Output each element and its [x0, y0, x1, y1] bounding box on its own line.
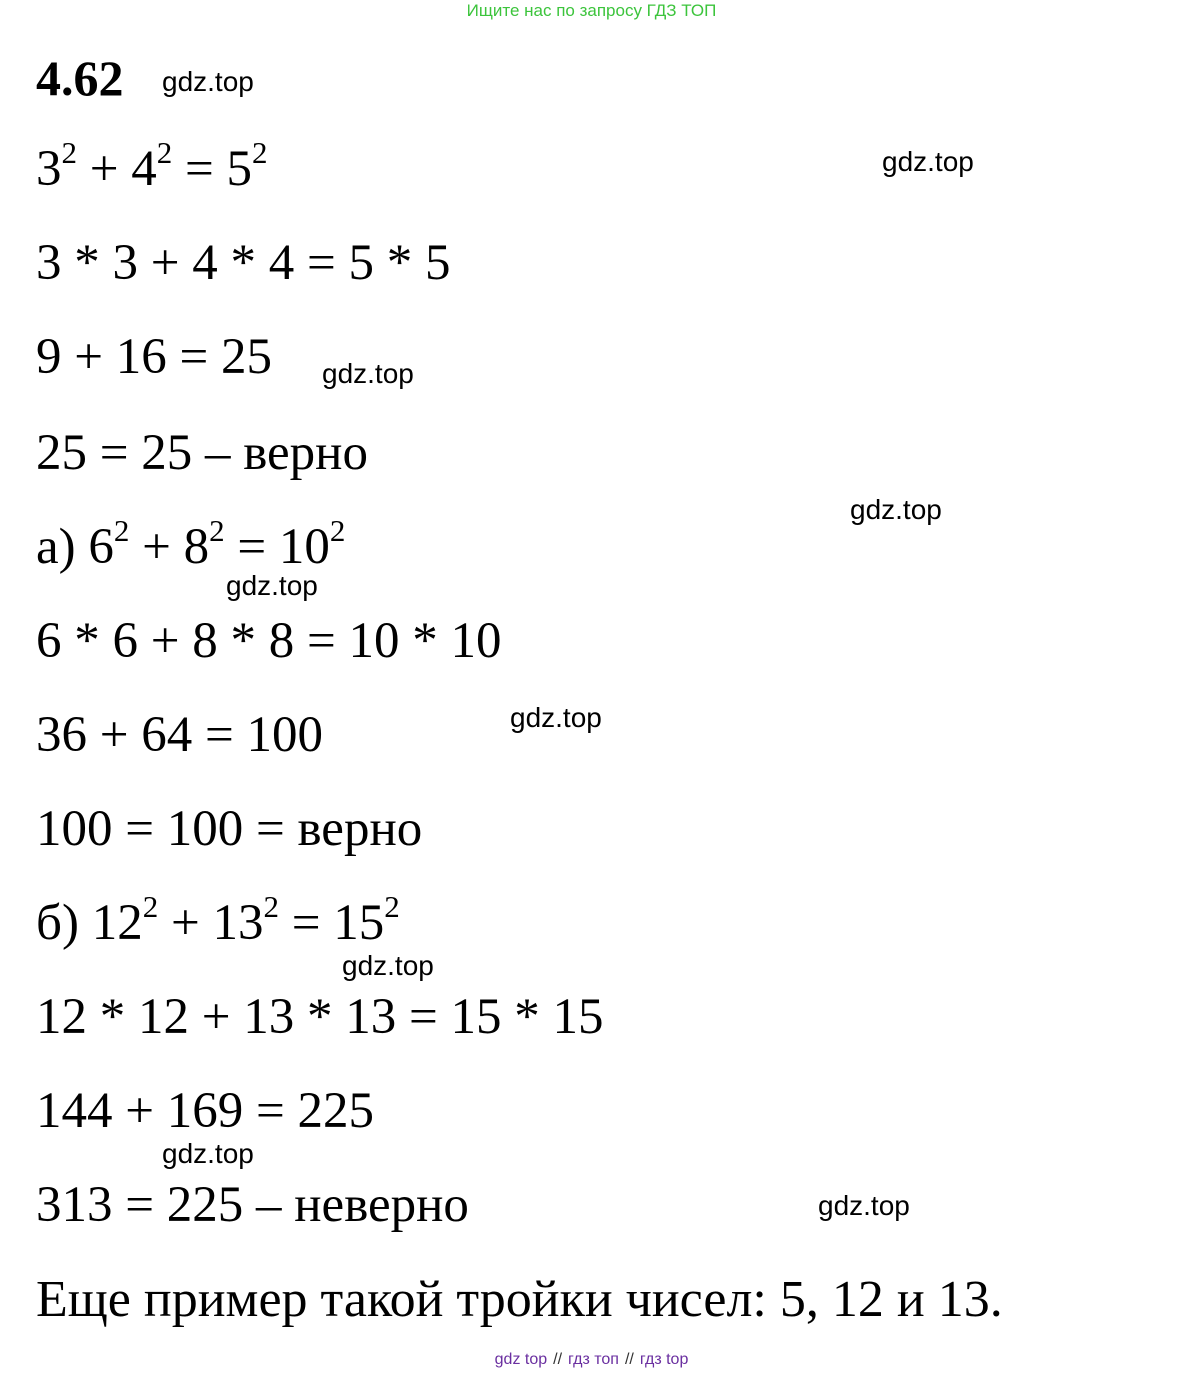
- expansion-b: 12 * 12 + 13 * 13 = 15 * 15: [36, 989, 604, 1045]
- footer-link[interactable]: gdz top: [494, 1351, 548, 1368]
- watermark: gdz.top: [162, 1138, 254, 1169]
- watermark: gdz.top: [322, 358, 414, 389]
- equation-main: $3^2 + 4^2 = 5^2$: [36, 135, 268, 197]
- watermark: gdz.top: [162, 66, 254, 97]
- footer-separator: //: [624, 1351, 634, 1368]
- footer: [0, 1350, 1183, 1370]
- top-banner: Ищите нас по запросу ГДЗ ТОП: [466, 1, 717, 20]
- watermark: gdz.top: [818, 1190, 910, 1221]
- equation-a: а) $6^2 + 8^2 = 10^2$: [36, 513, 346, 575]
- footer-link[interactable]: гдз топ: [568, 1351, 619, 1368]
- sum-main: 9 + 16 = 25: [36, 329, 273, 385]
- sum-a: 36 + 64 = 100: [36, 707, 324, 763]
- watermark: gdz.top: [850, 494, 942, 525]
- expansion-main: 3 * 3 + 4 * 4 = 5 * 5: [36, 235, 451, 291]
- footer-separator: //: [553, 1351, 563, 1368]
- conclusion: Еще пример такой тройки чисел: 5, 12 и 13.: [36, 1271, 1003, 1328]
- footer-link[interactable]: гдз top: [639, 1351, 689, 1368]
- watermark: gdz.top: [882, 146, 974, 177]
- equation-b: б) $12^2 + 13^2 = 15^2$: [36, 889, 400, 951]
- result-a: 100 = 100 = верно: [36, 801, 423, 857]
- watermark: gdz.top: [342, 950, 434, 981]
- problem-number: 4.62: [36, 50, 124, 106]
- expansion-a: 6 * 6 + 8 * 8 = 10 * 10: [36, 613, 502, 669]
- watermark: gdz.top: [226, 570, 318, 601]
- watermark: gdz.top: [510, 702, 602, 733]
- result-b: 313 = 225 – неверно: [36, 1177, 469, 1233]
- sum-b: 144 + 169 = 225: [36, 1083, 375, 1139]
- result-main: 25 = 25 – верно: [36, 425, 368, 481]
